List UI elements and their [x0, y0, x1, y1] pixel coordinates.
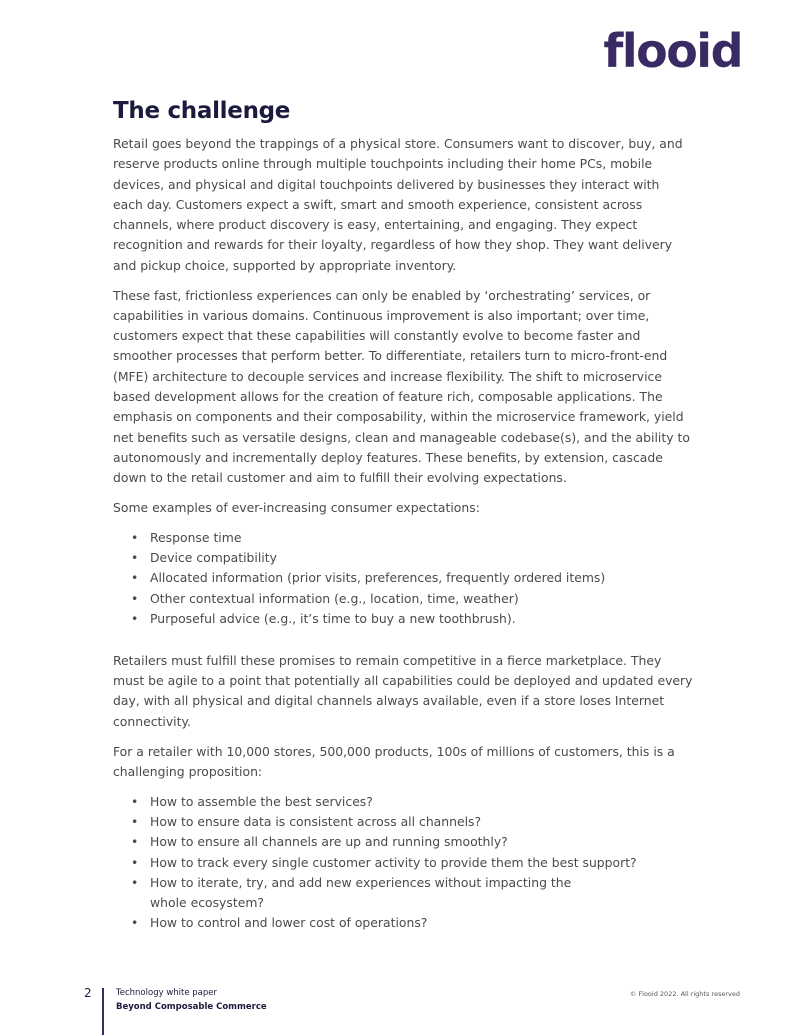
questions-list	[113, 792, 693, 934]
expectations-list	[113, 528, 693, 629]
paragraph-retailers: Retailers must fulfill these promises to remain competitive in a fierce marketplace. They must be agile to a point that potentially all capabilities could be deployed and updated every day, with all physical and digital channels always available, even if a store loses Internet connectivity.	[113, 652, 693, 729]
copyright-notice: © Flooid 2022. All rights reserved	[629, 990, 740, 998]
list-item: • Device compatibility	[150, 548, 693, 568]
list-item: • How to ensure all channels are up and running smoothly?	[150, 832, 693, 852]
page-footer	[0, 986, 800, 1035]
list-item: • How to ensure data is consistent across all channels?	[150, 812, 693, 832]
section-title: The challenge	[113, 98, 291, 124]
footer-doc-title: Beyond Composable Commerce	[116, 1002, 267, 1012]
flooid-logo: flooid	[603, 24, 742, 78]
footer-doc-type: Technology white paper	[116, 988, 218, 998]
list-item: • How to control and lower cost of operations?	[150, 913, 693, 933]
paragraph-orchestration: These fast, frictionless experiences can only be enabled by ‘orchestrating’ services, or capabilities in various domains. Continuous improvement is also important; over time, customers expect that these capabilities will constantly evolve to become faster and smoother processes that perform better. To differentiate, retailers turn to micro-front-end (MFE) architecture to decouple services and increase flexibility. The shift to microservice based development allows for the creation of feature rich, composable applications. The emphasis on components and their composability, within the microservice framework, yield net benefits such as versatile designs, clean and manageable codebase(s), and the ability to autonomously and incrementally deploy features. These benefits, by extension, cascade down to the retail customer and aim to fulfill their evolving expectations.	[113, 287, 690, 486]
paragraph-proposition: For a retailer with 10,000 stores, 500,000 products, 100s of millions of customers, this is a challenging proposition:	[113, 743, 675, 779]
list-item: • Allocated information (prior visits, preferences, frequently ordered items)	[150, 568, 693, 588]
page-number: 2	[84, 986, 92, 1000]
list-item: • How to iterate, try, and add new experiences without impacting the whole ecosystem?	[150, 873, 600, 914]
spacer	[113, 639, 693, 651]
list-item: • Purposeful advice (e.g., it’s time to buy a new toothbrush).	[150, 609, 693, 629]
main-content	[113, 98, 693, 943]
list-item: • Response time	[150, 528, 693, 548]
footer-divider	[102, 988, 104, 1035]
list-item: • How to assemble the best services?	[150, 792, 693, 812]
list-item: • How to track every single customer activity to provide them the best support?	[150, 853, 693, 873]
paragraph-examples-lead: Some examples of ever-increasing consumer expectations:	[113, 500, 480, 516]
list-item: • Other contextual information (e.g., location, time, weather)	[150, 589, 693, 609]
paragraph-intro: Retail goes beyond the trappings of a physical store. Consumers want to discover, buy, and reserve products online through multiple touchpoints including their home PCs, mobile devices, and physical and digital touchpoints delivered by businesses they interact with each day. Customers expect a swift, smart and smooth experience, consistent across channels, where product discovery is easy, entertaining, and engaging. They expect recognition and rewards for their loyalty, regardless of how they shop. They want delivery and pickup choice, supported by appropriate inventory.	[113, 136, 683, 273]
